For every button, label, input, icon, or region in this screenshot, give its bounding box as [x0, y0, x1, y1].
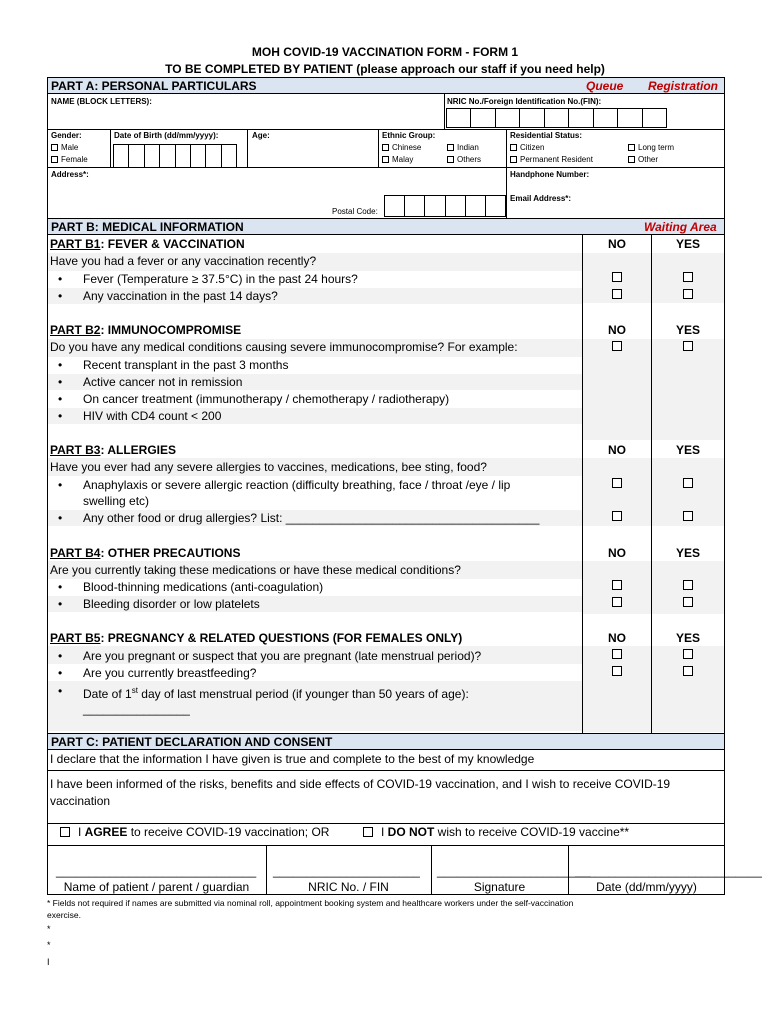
b3-item-anaphylaxis: Anaphylaxis or severe allergic reaction (difficulty breathing, face / throat /eye / lip — [83, 478, 511, 492]
age-label: Age: — [252, 131, 270, 140]
signature-nric-line[interactable]: ______________________ — [273, 864, 420, 878]
footnote-3: * — [47, 940, 51, 950]
ethnic-chinese-option[interactable]: Chinese — [382, 143, 421, 153]
b2-item-hiv: HIV with CD4 count < 200 — [83, 409, 222, 423]
b4-bleed-yes-checkbox[interactable] — [683, 597, 693, 607]
b3-item-other-allergies: Any other food or drug allergies? List: ______________________________________ — [83, 511, 540, 525]
b2-item-transplant: Recent transplant in the past 3 months — [83, 358, 289, 372]
sig-label-signature: Signature — [473, 880, 526, 894]
gender-label: Gender: — [51, 131, 82, 140]
declaration-1: I declare that the information I have given is true and complete to the best of my knowledge — [50, 752, 535, 766]
declaration-2: I have been informed of the risks, benefits and side effects of COVID-19 vaccination, and I wish to receive COVID-19 — [50, 777, 671, 791]
ethnic-malay-option[interactable]: Malay — [382, 155, 413, 165]
b5-yes-header: YES — [675, 631, 700, 645]
b1-vacc-yes-checkbox[interactable] — [683, 289, 693, 299]
b1-fever-no-checkbox[interactable] — [612, 272, 622, 282]
b4-question: Are you currently taking these medications or have these medical conditions? — [50, 563, 461, 577]
ethnic-others-option[interactable]: Others — [447, 155, 481, 165]
b4-yes-header: YES — [675, 546, 700, 560]
res-other-option[interactable]: Other — [628, 155, 658, 165]
dob-label: Date of Birth (dd/mm/yyyy): — [114, 131, 219, 140]
sig-label-name: Name of patient / parent / guardian — [63, 880, 250, 894]
b1-fever-yes-checkbox[interactable] — [683, 272, 693, 282]
res-longterm-option[interactable]: Long term — [628, 143, 674, 153]
b5-item-pregnant: Are you pregnant or suspect that you are pregnant (late menstrual period)? — [83, 649, 482, 663]
declaration-2-cont: vaccination — [50, 794, 111, 808]
dob-input[interactable] — [113, 144, 237, 168]
b3-anaph-yes-checkbox[interactable] — [683, 478, 693, 488]
b5-pregnant-no-checkbox[interactable] — [612, 649, 622, 659]
consent-decline-option[interactable]: I DO NOT wish to receive COVID-19 vaccine** — [363, 824, 629, 840]
res-citizen-option[interactable]: Citizen — [510, 143, 544, 153]
nric-input[interactable] — [446, 108, 667, 128]
registration-label: Registration — [648, 79, 719, 93]
b3-question: Have you ever had any severe allergies to vaccines, medications, bee sting, food? — [50, 460, 487, 474]
b4-no-header: NO — [608, 546, 626, 560]
b4-item-bloodthinning: Blood-thinning medications (anti-coagulation) — [83, 580, 324, 594]
residential-label: Residential Status: — [510, 131, 583, 140]
part-a-band — [47, 77, 725, 94]
b3-other-no-checkbox[interactable] — [612, 511, 622, 521]
gender-male-option[interactable]: Male — [51, 143, 78, 153]
b1-question: Have you had a fever or any vaccination recently? — [50, 254, 317, 268]
b2-yes-checkbox[interactable] — [683, 341, 693, 351]
signature-date-line[interactable]: ____________________________ — [575, 864, 762, 878]
ethnic-label: Ethnic Group: — [382, 131, 436, 140]
b4-blood-yes-checkbox[interactable] — [683, 580, 693, 590]
address-label: Address*: — [51, 170, 89, 179]
b1-item-vaccination: Any vaccination in the past 14 days? — [83, 289, 278, 303]
b2-item-treatment: On cancer treatment (immunotherapy / chemotherapy / radiotherapy) — [83, 392, 450, 406]
b4-item-bleeding: Bleeding disorder or low platelets — [83, 597, 260, 611]
b5-item-breastfeeding: Are you currently breastfeeding? — [83, 666, 257, 680]
sig-label-date: Date (dd/mm/yyyy) — [596, 880, 697, 894]
handphone-label: Handphone Number: — [510, 170, 590, 179]
b5-title: PART B5: PREGNANCY & RELATED QUESTIONS (FOR FEMALES ONLY) — [50, 631, 463, 645]
footnote-2: * — [47, 924, 51, 934]
sig-label-nric: NRIC No. / FIN — [308, 880, 389, 894]
part-a-heading: PART A: PERSONAL PARTICULARS — [51, 79, 257, 93]
b5-item-lmp: Date of 1st day of last menstrual period (if younger than 50 years of age): — [83, 686, 469, 701]
ethnic-indian-option[interactable]: Indian — [447, 143, 479, 153]
b4-bleed-no-checkbox[interactable] — [612, 597, 622, 607]
postal-input[interactable] — [384, 195, 506, 217]
b3-title: PART B3: ALLERGIES — [50, 443, 177, 457]
email-label: Email Address*: — [510, 194, 572, 203]
b2-yes-header: YES — [675, 323, 700, 337]
b3-other-yes-checkbox[interactable] — [683, 511, 693, 521]
b2-title: PART B2: IMMUNOCOMPROMISE — [50, 323, 242, 337]
b1-item-fever: Fever (Temperature ≥ 37.5°C) in the past 24 hours? — [83, 272, 358, 286]
footnote-1-cont: exercise. — [47, 910, 82, 920]
res-pr-option[interactable]: Permanent Resident — [510, 155, 593, 165]
b1-vacc-no-checkbox[interactable] — [612, 289, 622, 299]
b1-title: PART B1: FEVER & VACCINATION — [50, 237, 245, 251]
postal-label: Postal Code: — [332, 207, 378, 216]
part-c-heading: PART C: PATIENT DECLARATION AND CONSENT — [51, 735, 333, 749]
b5-breast-no-checkbox[interactable] — [612, 666, 622, 676]
b5-breast-yes-checkbox[interactable] — [683, 666, 693, 676]
b4-blood-no-checkbox[interactable] — [612, 580, 622, 590]
footnote-4: I — [47, 957, 50, 967]
b5-no-header: NO — [608, 631, 626, 645]
part-b-heading: PART B: MEDICAL INFORMATION — [51, 220, 244, 234]
footnote-1: * Fields not required if names are submitted via nominal roll, appointment booking system and healthcare workers under the self-vaccination — [47, 898, 574, 908]
b3-yes-header: YES — [675, 443, 700, 457]
b5-lmp-blank[interactable]: ________________ — [83, 702, 190, 716]
form-subtitle: TO BE COMPLETED BY PATIENT (please approach our staff if you need help) — [165, 62, 605, 76]
b3-no-header: NO — [608, 443, 626, 457]
queue-label: Queue — [586, 79, 624, 93]
b2-no-checkbox[interactable] — [612, 341, 622, 351]
part-c-band — [47, 733, 725, 750]
b3-anaph-no-checkbox[interactable] — [612, 478, 622, 488]
consent-agree-option[interactable]: I AGREE to receive COVID-19 vaccination; OR — [60, 824, 329, 840]
b1-no-header: NO — [608, 237, 626, 251]
b1-yes-header: YES — [675, 237, 700, 251]
part-b-band — [47, 218, 725, 235]
waiting-area-label: Waiting Area — [644, 220, 717, 234]
form-title: MOH COVID-19 VACCINATION FORM - FORM 1 — [251, 45, 519, 59]
b4-title: PART B4: OTHER PRECAUTIONS — [50, 546, 241, 560]
signature-sign-line[interactable]: _______________________ — [437, 864, 591, 878]
b2-question: Do you have any medical conditions causing severe immunocompromise? For example: — [50, 340, 518, 354]
nric-label: NRIC No./Foreign Identification No.(FIN): — [447, 97, 602, 106]
signature-name-line[interactable]: ______________________________ — [56, 864, 257, 878]
b2-item-cancer: Active cancer not in remission — [83, 375, 243, 389]
b3-item-anaphylaxis-cont: swelling etc) — [83, 494, 150, 508]
name-label: NAME (BLOCK LETTERS): — [51, 97, 152, 106]
b5-pregnant-yes-checkbox[interactable] — [683, 649, 693, 659]
gender-female-option[interactable]: Female — [51, 155, 88, 165]
b2-no-header: NO — [608, 323, 626, 337]
